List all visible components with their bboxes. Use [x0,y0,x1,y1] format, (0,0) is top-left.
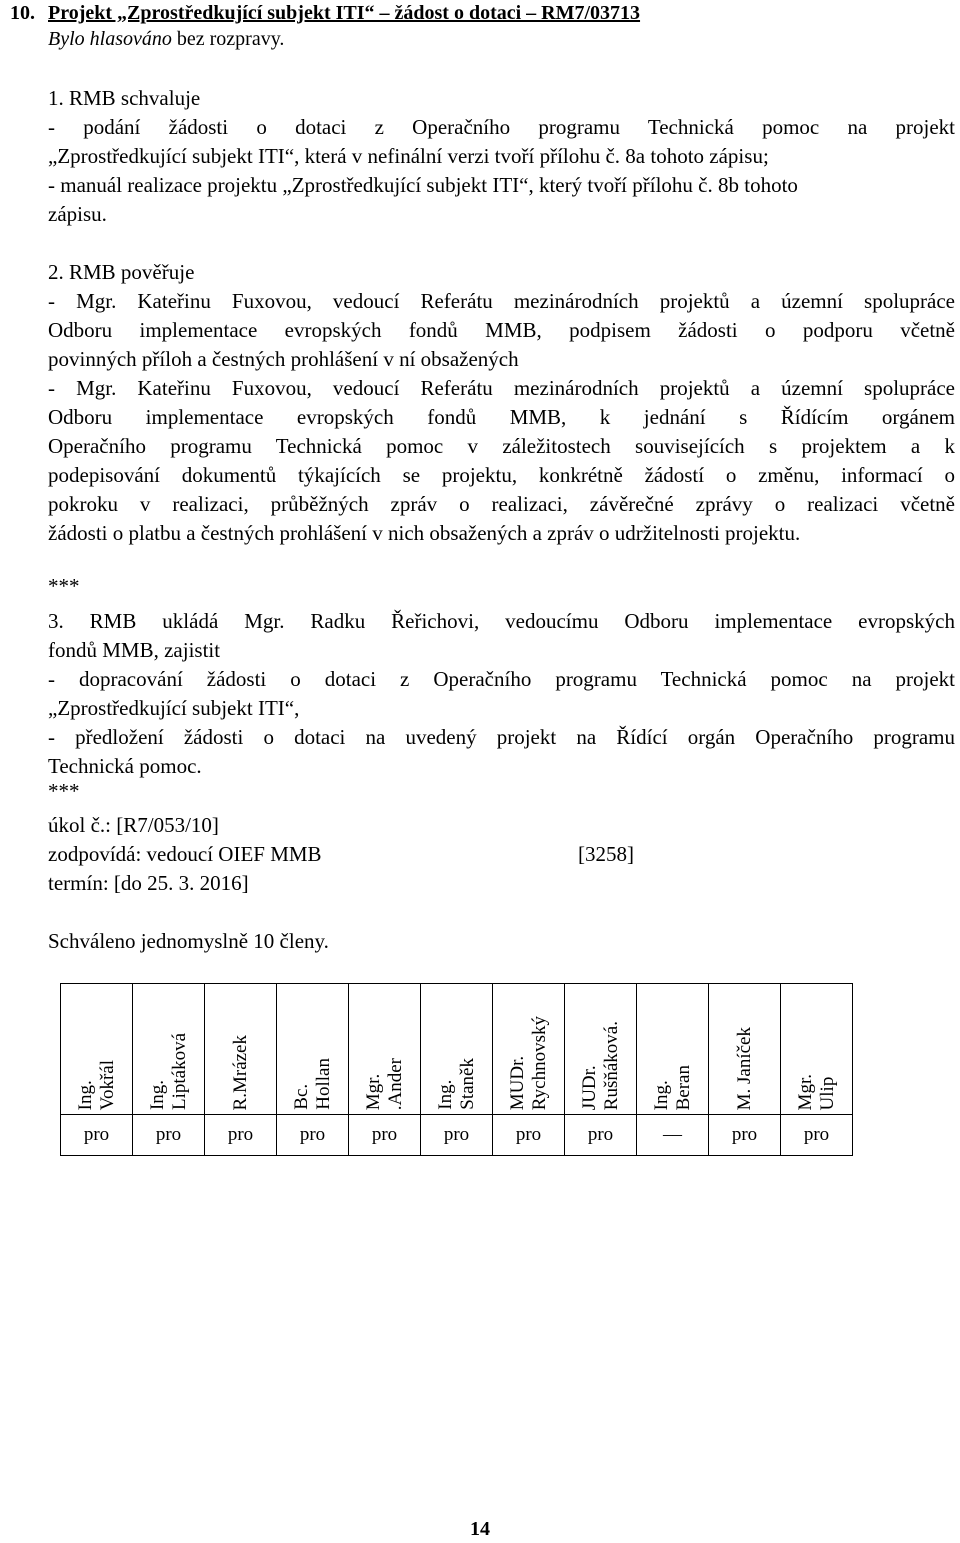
item-number: 10. [10,2,35,24]
task-responsible-label: zodpovídá: vedoucí OIEF MMB [48,842,322,866]
text-line: zápisu. [48,202,107,226]
vote-cell: pro [61,1115,133,1156]
text-line: - dopracování žádosti o dotaci z Operačního programu Technická pomoc na projekt [48,667,955,691]
vote-cell: pro [205,1115,277,1156]
text-line: „Zprostředkující subjekt ITI“, [48,696,300,720]
member-cell: Bc. Hollan [277,984,349,1115]
vote-cell: pro [133,1115,205,1156]
text-line: - podání žádosti o dotaci z Operačního programu Technická pomoc na projekt [48,115,955,139]
item-title: Projekt „Zprostředkující subjekt ITI“ – žádost o dotaci – RM7/03713 [48,2,641,24]
text-line: Technická pomoc. [48,754,202,778]
member-names-row [61,984,853,1115]
item-heading [10,0,955,26]
text-line: Odboru implementace evropských fondů MMB, podpisem žádosti o podporu včetně [48,318,955,342]
vote-cell: pro [565,1115,637,1156]
task-deadline: termín: [do 25. 3. 2016] [48,871,249,895]
approval-note: Schváleno jednomyslně 10 členy. [48,929,329,953]
text-line: povinných příloh a čestných prohlášení v ní obsažených [48,347,519,371]
member-cell: R.Mrázek [205,984,277,1115]
text-line: - Mgr. Kateřinu Fuxovou, vedoucí Referátu mezinárodních projektů a územní spolupráce [48,289,955,313]
vote-cell: pro [421,1115,493,1156]
resolution-2-heading: 2. RMB pověřuje [48,260,195,284]
member-cell: Mgr. Ulip [781,984,853,1115]
text-line: podepisování dokumentů týkajících se projektu, konkrétně žádostí o změnu, informací o [48,463,955,487]
member-cell: Ing. Beran [637,984,709,1115]
text-line: - manuál realizace projektu „Zprostředkující subjekt ITI“, který tvoří přílohu č. 8b tohoto [48,173,798,197]
separator-stars: *** [48,779,80,803]
task-number: úkol č.: [R7/053/10] [48,813,219,837]
text-line: pokroku v realizaci, průběžných zpráv o realizaci, závěrečné zprávy o realizaci včetně [48,492,955,516]
voting-note [48,26,955,52]
task-code: [3258] [578,842,634,866]
member-cell: M. Janíček [709,984,781,1115]
separator-stars: *** [48,574,80,598]
resolution-1-heading: 1. RMB schvaluje [48,86,201,110]
voting-note-rest: bez rozpravy. [171,28,285,50]
task-responsible [48,840,955,869]
vote-cell: pro [493,1115,565,1156]
vote-cell: pro [781,1115,853,1156]
text-line: Operačního programu Technická pomoc v záležitostech souvisejících s projektem a k [48,434,955,458]
vote-cell: –– [637,1115,709,1156]
vote-cell: pro [709,1115,781,1156]
member-cell: Ing. Vokřál [61,984,133,1115]
text-line: - předložení žádosti o dotaci na uvedený projekt na Řídící orgán Operačního programu [48,725,955,749]
member-cell: JUDr. Rušňáková. [565,984,637,1115]
text-line: Odboru implementace evropských fondů MMB, k jednání s Řídícím orgánem [48,405,955,429]
member-cell: Ing. Staněk [421,984,493,1115]
member-cell: MUDr. Rychnovský [493,984,565,1115]
votes-row [61,1115,853,1156]
vote-cell: pro [349,1115,421,1156]
text-line: fondů MMB, zajistit [48,638,221,662]
vote-cell: pro [277,1115,349,1156]
voting-note-italic: Bylo hlasováno [48,28,172,50]
member-cell: Ing. Liptáková [133,984,205,1115]
text-line: „Zprostředkující subjekt ITI“, která v nefinální verzi tvoří přílohu č. 8a tohoto zápisu; [48,144,769,168]
text-line: - Mgr. Kateřinu Fuxovou, vedoucí Referátu mezinárodních projektů a územní spolupráce [48,376,955,400]
member-cell: Mgr. .Ander [349,984,421,1115]
resolution-3-heading: 3. RMB ukládá Mgr. Radku Řeřichovi, vedoucímu Odboru implementace evropských [48,609,955,633]
page-number: 14 [470,1518,490,1540]
text-line: žádosti o platbu a čestných prohlášení v nich obsažených a zpráv o udržitelnosti projektu. [48,521,801,545]
vote-table [60,983,853,1156]
